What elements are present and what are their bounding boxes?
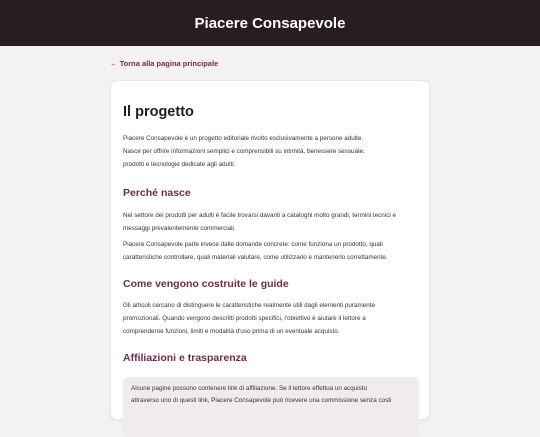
intro-line: Piacere Consapevole è un progetto editoriale rivolto esclusivamente a persone adulte. [123, 135, 364, 142]
affiliate-disclosure-box [123, 377, 419, 437]
intro-line: prodotti e tecnologie dedicate agli adulti. [123, 160, 236, 168]
section-heading-perche-nasce: Perché nasce [123, 187, 191, 199]
note-line: attraverso uno di questi link, Piacere Consapevole può ricevere una commissione senza costi [131, 397, 392, 405]
back-to-home-link[interactable]: ← Torna alla pagina principale [110, 59, 219, 68]
section1-paragraph-2 [123, 239, 421, 265]
paragraph-line: Nel settore dei prodotti per adulti è facile trovarsi davanti a cataloghi molto grandi, termini tecnici e [123, 212, 397, 219]
intro-line: Nasce per offrire informazioni semplici e comprensibili su intimità, benessere sessuale, [123, 147, 365, 155]
section1-paragraph-1 [123, 210, 421, 236]
note-line: Alcune pagine possono contenere link di affiliazione. Se il lettore effettua un acquisto [131, 385, 368, 392]
article-card [110, 80, 430, 420]
section-heading-affiliazioni: Affiliazioni e trasparenza [123, 352, 247, 364]
paragraph-line: caratteristiche controllare, quali materiali valutare, come utilizzarlo e mantenerlo correttamente. [123, 253, 388, 261]
intro-paragraph [123, 133, 421, 171]
page-title: Il progetto [123, 104, 194, 120]
paragraph-line: Gli articoli cercano di distinguere le caratteristiche realmente utili dagli elementi puramente [123, 302, 375, 309]
site-header [0, 0, 540, 46]
site-title: Piacere Consapevole [194, 14, 346, 32]
section-heading-come-vengono: Come vengono costruite le guide [123, 278, 289, 290]
paragraph-line: messaggi prevalentemente commerciali. [123, 224, 236, 232]
section2-paragraph [123, 300, 421, 338]
paragraph-line: promozionali. Quando vengono descritti prodotti specifici, l'obiettivo è aiutare il lettore a [123, 314, 366, 322]
paragraph-line: Piacere Consapevole parte invece dalle domande concrete: come funziona un prodotto, quali [123, 241, 383, 248]
paragraph-line: comprenderne funzioni, limiti e modalità d'uso prima di un eventuale acquisto. [123, 327, 340, 335]
